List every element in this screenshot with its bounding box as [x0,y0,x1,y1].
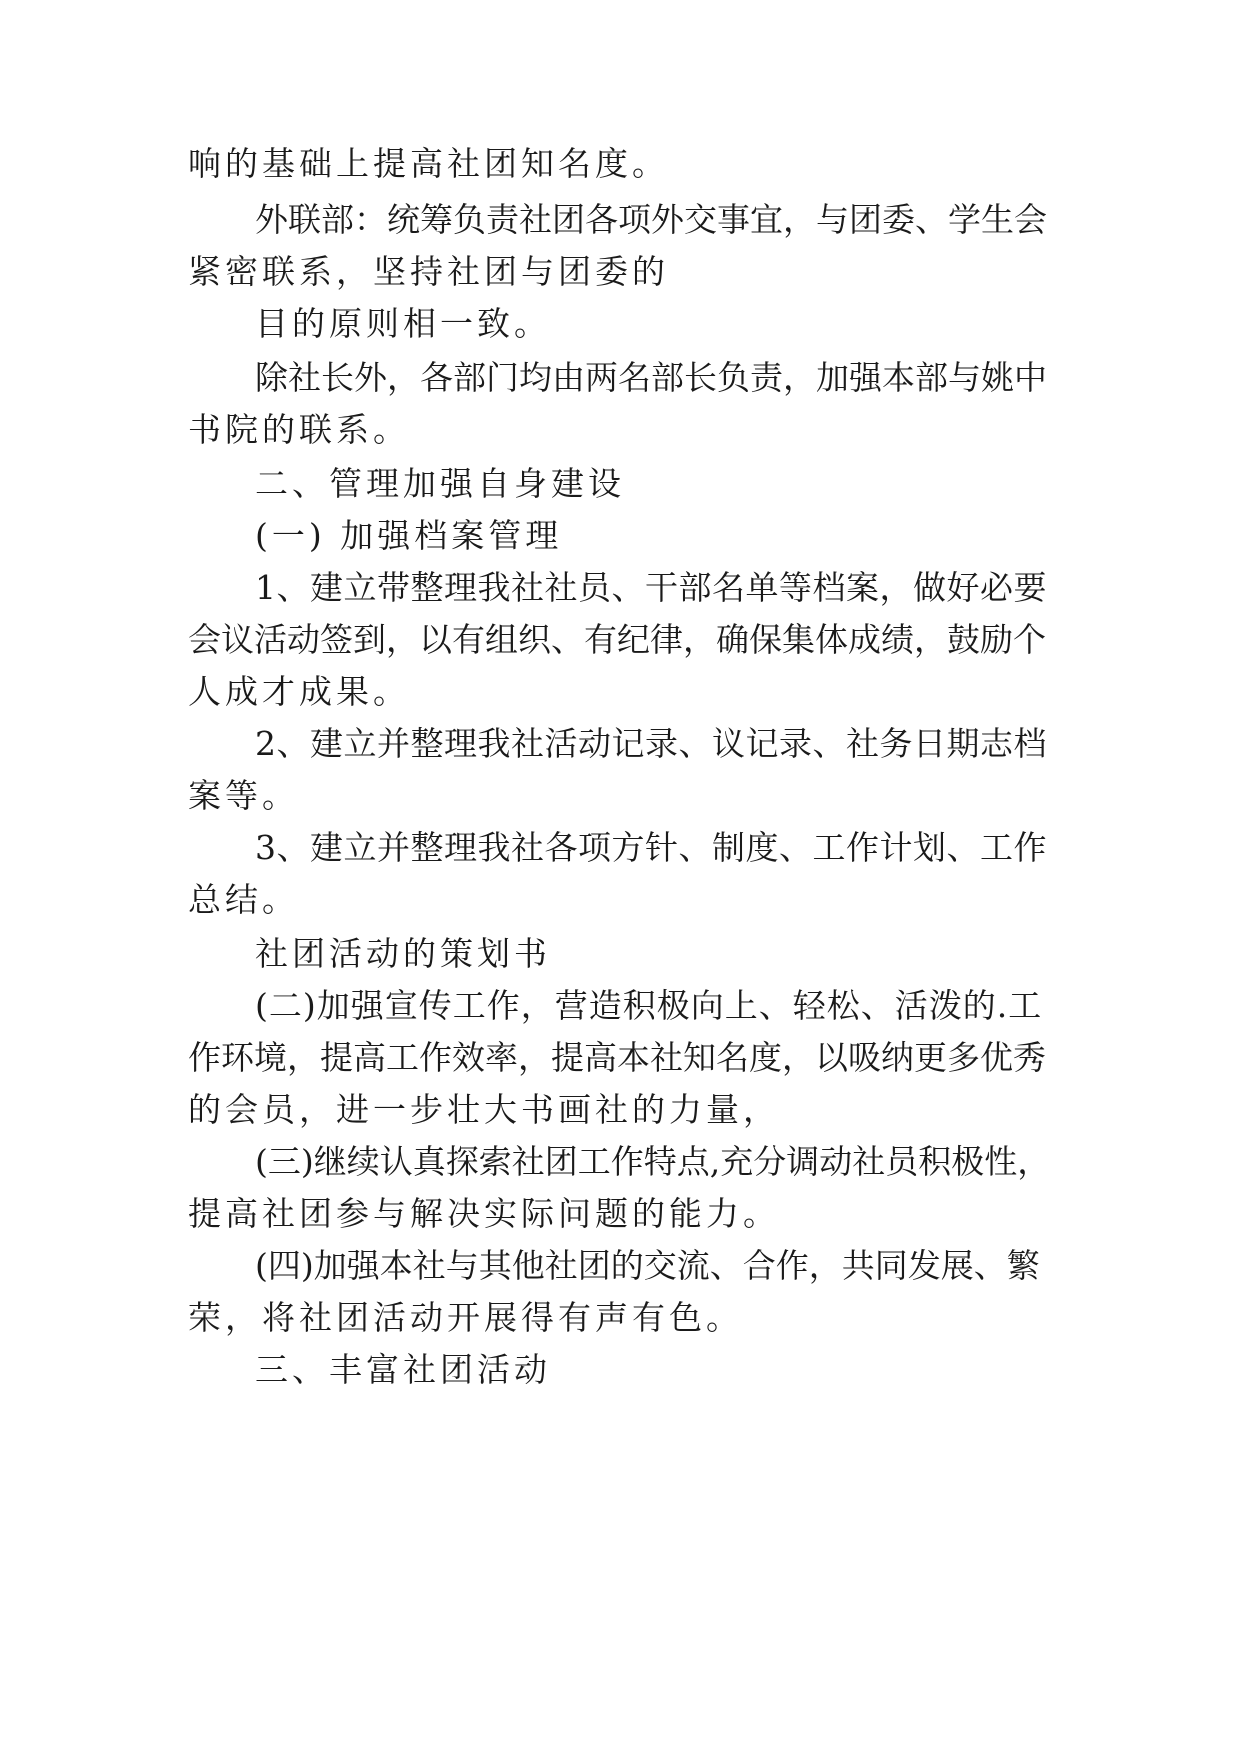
text-line-18: 作环境，提高工作效率，提高本社知名度，以吸纳更多优秀 [188,1038,1046,1077]
text-line-22: (四)加强本社与其他社团的交流、合作，共同发展、繁 [255,1246,1040,1285]
text-line-12: 2、建立并整理我社活动记录、议记录、社务日期志档 [255,724,1047,763]
text-line-6: 书院的联系。 [188,410,410,449]
text-line-17: (二)加强宣传工作，营造积极向上、轻松、活泼的.工 [255,986,1043,1025]
text-line-23: 荣，将社团活动开展得有声有色。 [188,1298,743,1337]
text-line-4: 目的原则相一致。 [255,304,551,343]
subsection-heading-1: (一) 加强档案管理 [255,516,563,555]
section-heading-3: 三、丰富社团活动 [255,1350,551,1389]
text-line-3: 紧密联系，坚持社团与团委的 [188,252,669,291]
text-line-13: 案等。 [188,776,299,815]
text-line-19: 的会员，进一步壮大书画社的力量， [188,1090,780,1129]
text-line-2: 外联部：统筹负责社团各项外交事宜，与团委、学生会 [255,200,1047,239]
text-line-14: 3、建立并整理我社各项方针、制度、工作计划、工作 [255,828,1047,867]
text-line-15: 总结。 [188,880,299,919]
text-line-1: 响的基础上提高社团知名度。 [188,144,669,183]
text-line-9: 1、建立带整理我社社员、干部名单等档案，做好必要 [255,568,1047,607]
text-line-10: 会议活动签到，以有组织、有纪律，确保集体成绩，鼓励个 [188,620,1046,659]
section-heading-2: 二、管理加强自身建设 [255,464,625,503]
text-line-16: 社团活动的策划书 [255,934,551,973]
text-line-21: 提高社团参与解决实际问题的能力。 [188,1194,780,1233]
text-line-11: 人成才成果。 [188,672,410,711]
text-line-20: (三)继续认真探索社团工作特点,充分调动社员积极性， [255,1142,1051,1181]
text-line-5: 除社长外，各部门均由两名部长负责，加强本部与姚中 [255,358,1047,397]
